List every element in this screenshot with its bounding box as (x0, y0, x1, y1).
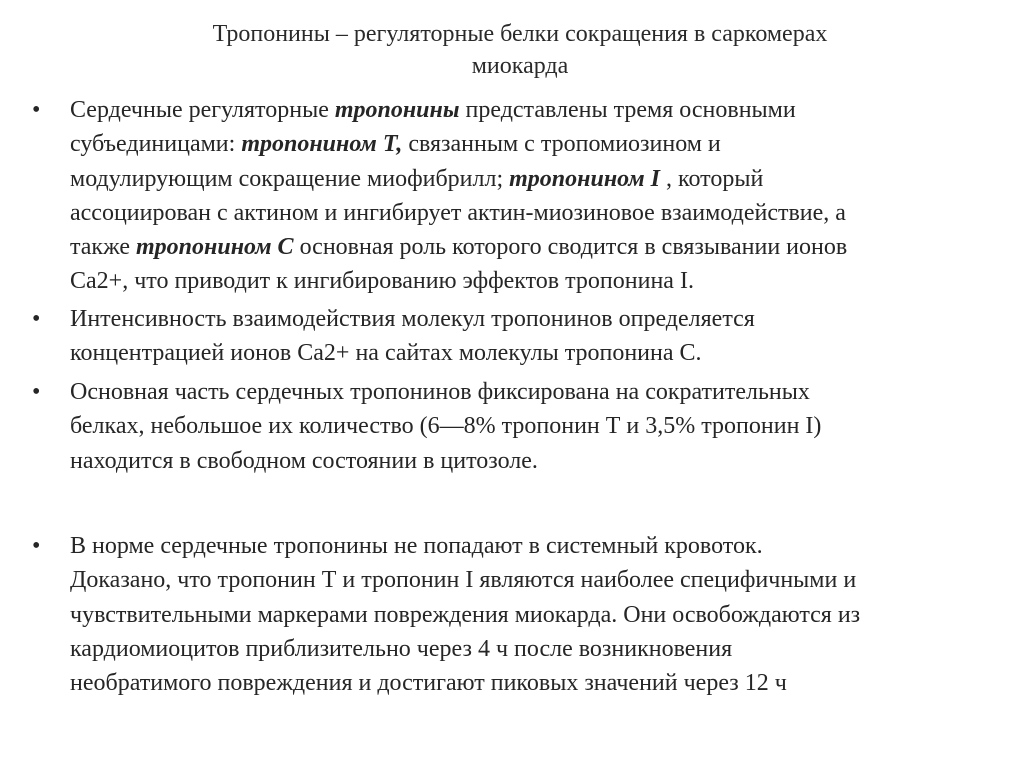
text-run: находится в свободном состоянии в цитозоле. (70, 447, 538, 474)
text-line (70, 529, 1022, 563)
text-line (70, 302, 1022, 336)
text-run: Са2+, что приводит к ингибированию эффектов тропонина I. (70, 268, 694, 295)
bullet-item-fixed-troponins (32, 375, 1022, 478)
emphasis-term: тропонины (334, 97, 460, 123)
text-run: Основная часть сердечных тропонинов фиксирована на сократительных (70, 379, 810, 405)
text-line (70, 162, 1022, 196)
text-run: Интенсивность взаимодействия молекул тропонинов определяется (70, 306, 755, 332)
text-run: Сердечные регуляторные (70, 97, 335, 123)
emphasis-term: тропонином I (509, 165, 661, 192)
bullet-item-cardiac-markers (32, 529, 1022, 700)
slide-title (150, 18, 890, 82)
emphasis-term: тропонином С (136, 234, 294, 261)
text-run: кардиомиоцитов приблизительно через 4 ч после возникновения (70, 635, 733, 662)
text-run: чувствительными маркерами повреждения миокарда. Они освобождаются из (70, 601, 861, 628)
text-run: ассоциирован с актином и ингибирует актин-миозиновое взаимодействие, а (70, 199, 846, 226)
bullet-marker: • (32, 379, 41, 405)
text-run: также (70, 234, 137, 261)
bullet-text (70, 93, 1022, 299)
slide-title-line-2: миокарда (471, 53, 569, 79)
text-line (70, 336, 1022, 370)
bullet-text (70, 529, 1022, 700)
text-line (70, 127, 1022, 161)
slide-title-line-1: Тропонины – регуляторные белки сокращения в саркомерах (212, 21, 828, 47)
bullet-item-interaction-intensity (32, 302, 1022, 371)
bullet-marker: • (32, 533, 41, 559)
text-line (70, 666, 1022, 700)
bullet-marker: • (32, 97, 41, 123)
text-line (70, 196, 1022, 230)
text-line (70, 375, 1022, 409)
text-line (70, 444, 1022, 478)
text-run: , который (660, 165, 764, 192)
text-run: Доказано, что тропонин Т и тропонин I являются наиболее специфичными и (70, 567, 857, 594)
text-line (70, 230, 1022, 264)
text-run: связанным с тропомиозином и (402, 131, 721, 158)
bullet-text (70, 375, 1022, 478)
text-line (70, 563, 1022, 597)
text-run: модулирующим сокращение миофибрилл; (70, 165, 510, 192)
text-line (70, 632, 1022, 666)
text-line (70, 264, 1022, 298)
text-run: основная роль которого сводится в связывании ионов (293, 234, 848, 261)
text-line (70, 93, 1022, 127)
bullet-text (70, 302, 1022, 371)
text-run: В норме сердечные тропонины не попадают в системный кровоток. (70, 533, 763, 559)
emphasis-term: тропонином Т, (241, 131, 403, 158)
text-line (70, 598, 1022, 632)
text-run: белках, небольшое их количество (6—8% тропонин Т и 3,5% тропонин I) (70, 413, 822, 440)
text-line (70, 409, 1022, 443)
text-run: концентрацией ионов Са2+ на сайтах молекулы тропонина С. (70, 340, 702, 367)
bullet-marker: • (32, 306, 41, 332)
text-run: необратимого повреждения и достигают пиковых значений через 12 ч (70, 670, 787, 697)
text-run: представлены тремя основными (459, 97, 796, 123)
bullet-item-troponin-subunits (32, 93, 1022, 299)
text-run: субъединицами: (70, 131, 242, 158)
